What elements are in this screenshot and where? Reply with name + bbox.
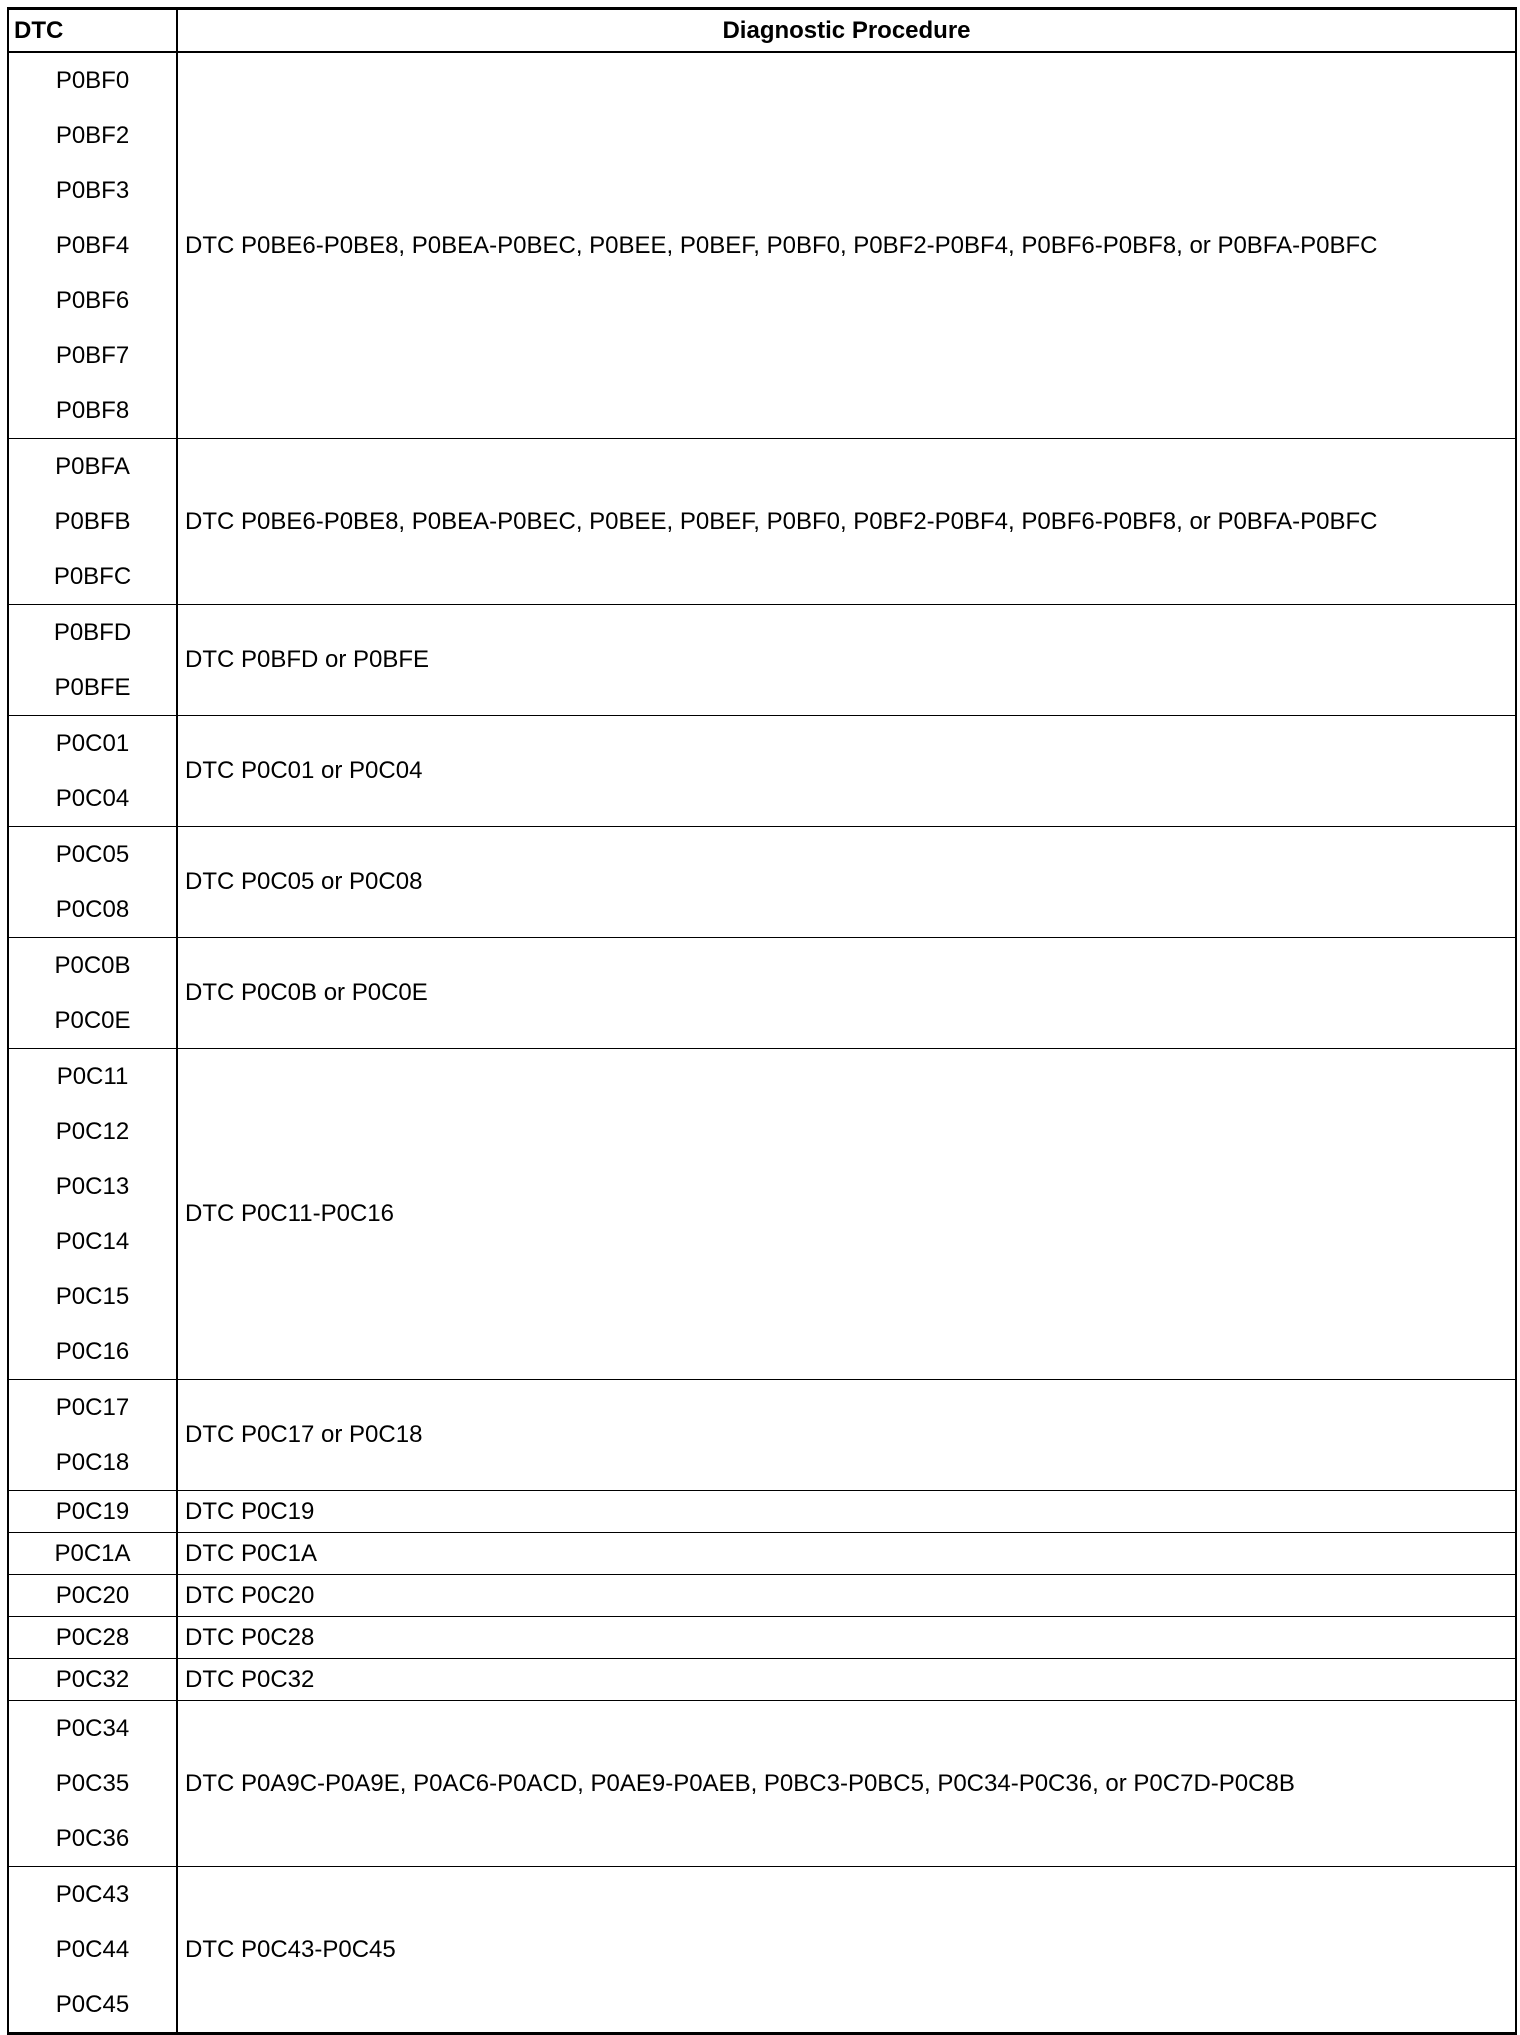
table-row — [8, 827, 1516, 938]
dtc-code: P0C44 — [55, 1936, 130, 1963]
header-row — [8, 9, 1516, 53]
procedure-column-header: Diagnostic Procedure — [177, 9, 1516, 53]
diagnostic-procedure-cell: DTC P0C19 — [177, 1491, 1516, 1533]
diagnostic-procedure-cell: DTC P0A9C-P0A9E, P0AC6-P0ACD, P0AE9-P0AEB, P0BC3-P0BC5, P0C34-P0C36, or P0C7D-P0C8B — [177, 1701, 1516, 1867]
dtc-code: P0C16 — [55, 1338, 130, 1365]
dtc-code: P0C18 — [55, 1449, 130, 1476]
dtc-code: P0C43 — [55, 1881, 130, 1908]
dtc-code: P0C13 — [55, 1173, 130, 1200]
dtc-code: P0C05 — [55, 841, 130, 868]
dtc-codes-cell — [8, 827, 177, 938]
dtc-code: P0BF4 — [55, 232, 130, 259]
table-row — [8, 1575, 1516, 1617]
table-row — [8, 1617, 1516, 1659]
table-row — [8, 1491, 1516, 1533]
dtc-code: P0C35 — [55, 1770, 130, 1797]
diagnostic-procedure-cell: DTC P0C05 or P0C08 — [177, 827, 1516, 938]
dtc-code: P0C12 — [55, 1118, 130, 1145]
dtc-code: P0C0B — [54, 952, 131, 979]
table-row — [8, 1701, 1516, 1867]
diagnostic-procedure-cell: DTC P0BE6-P0BE8, P0BEA-P0BEC, P0BEE, P0BEF, P0BF0, P0BF2-P0BF4, P0BF6-P0BF8, or P0BFA-P0BFC — [177, 439, 1516, 605]
diagnostic-procedure-cell: DTC P0C43-P0C45 — [177, 1867, 1516, 2034]
diagnostic-procedure-cell: DTC P0C11-P0C16 — [177, 1049, 1516, 1380]
dtc-column-header: DTC — [8, 9, 177, 53]
table-row — [8, 1533, 1516, 1575]
dtc-codes-cell — [8, 1617, 177, 1659]
dtc-codes-cell — [8, 1491, 177, 1533]
dtc-codes-cell — [8, 1380, 177, 1491]
table-row — [8, 605, 1516, 716]
diagnostic-procedure-cell: DTC P0BE6-P0BE8, P0BEA-P0BEC, P0BEE, P0BEF, P0BF0, P0BF2-P0BF4, P0BF6-P0BF8, or P0BFA-P0BFC — [177, 52, 1516, 439]
diagnostic-procedure-cell: DTC P0C17 or P0C18 — [177, 1380, 1516, 1491]
table-row — [8, 938, 1516, 1049]
diagnostic-procedure-cell: DTC P0C32 — [177, 1659, 1516, 1701]
dtc-code: P0C01 — [55, 730, 130, 757]
dtc-codes-cell — [8, 1533, 177, 1575]
diagnostic-procedure-cell: DTC P0BFD or P0BFE — [177, 605, 1516, 716]
dtc-code: P0BF6 — [55, 287, 130, 314]
dtc-code: P0C1A — [54, 1540, 131, 1567]
dtc-code: P0BFE — [54, 674, 131, 701]
dtc-code: P0C36 — [55, 1825, 130, 1852]
dtc-code: P0BFB — [54, 508, 131, 535]
table-header — [8, 9, 1516, 53]
diagnostic-procedure-cell: DTC P0C01 or P0C04 — [177, 716, 1516, 827]
dtc-code: P0BF0 — [55, 67, 130, 94]
diagnostic-procedure-cell: DTC P0C1A — [177, 1533, 1516, 1575]
table-row — [8, 1380, 1516, 1491]
diagnostic-procedure-cell: DTC P0C28 — [177, 1617, 1516, 1659]
dtc-code: P0BF2 — [55, 122, 130, 149]
table-row — [8, 1867, 1516, 2034]
dtc-code: P0C17 — [55, 1394, 130, 1421]
dtc-code: P0C14 — [55, 1228, 130, 1255]
dtc-code: P0C0E — [54, 1007, 131, 1034]
dtc-code: P0C45 — [55, 1991, 130, 2018]
dtc-code: P0BFA — [55, 453, 130, 480]
table-row — [8, 1049, 1516, 1380]
table-row — [8, 52, 1516, 439]
dtc-codes-cell — [8, 1575, 177, 1617]
dtc-codes-cell — [8, 1659, 177, 1701]
diagnostic-procedure-cell: DTC P0C0B or P0C0E — [177, 938, 1516, 1049]
table-row — [8, 1659, 1516, 1701]
dtc-code: P0C19 — [55, 1498, 130, 1525]
dtc-code: P0C34 — [55, 1715, 130, 1742]
dtc-code: P0BFC — [53, 563, 132, 590]
dtc-code: P0BFD — [53, 619, 132, 646]
dtc-codes-cell — [8, 1701, 177, 1867]
dtc-codes-cell — [8, 938, 177, 1049]
dtc-codes-cell — [8, 52, 177, 439]
dtc-code: P0C28 — [55, 1624, 130, 1651]
dtc-procedure-table — [7, 7, 1517, 2035]
table-body — [8, 52, 1516, 2034]
dtc-code: P0BF8 — [55, 397, 130, 424]
dtc-codes-cell — [8, 716, 177, 827]
dtc-code: P0BF3 — [55, 177, 130, 204]
dtc-codes-cell — [8, 439, 177, 605]
dtc-code: P0C32 — [55, 1666, 130, 1693]
table-row — [8, 716, 1516, 827]
dtc-code: P0C04 — [55, 785, 130, 812]
dtc-code: P0C08 — [55, 896, 130, 923]
dtc-code: P0C20 — [55, 1582, 130, 1609]
dtc-code: P0C11 — [56, 1063, 129, 1090]
diagnostic-procedure-cell: DTC P0C20 — [177, 1575, 1516, 1617]
dtc-codes-cell — [8, 1049, 177, 1380]
dtc-codes-cell — [8, 1867, 177, 2034]
table-row — [8, 439, 1516, 605]
dtc-code: P0BF7 — [55, 342, 130, 369]
dtc-codes-cell — [8, 605, 177, 716]
dtc-code: P0C15 — [55, 1283, 130, 1310]
